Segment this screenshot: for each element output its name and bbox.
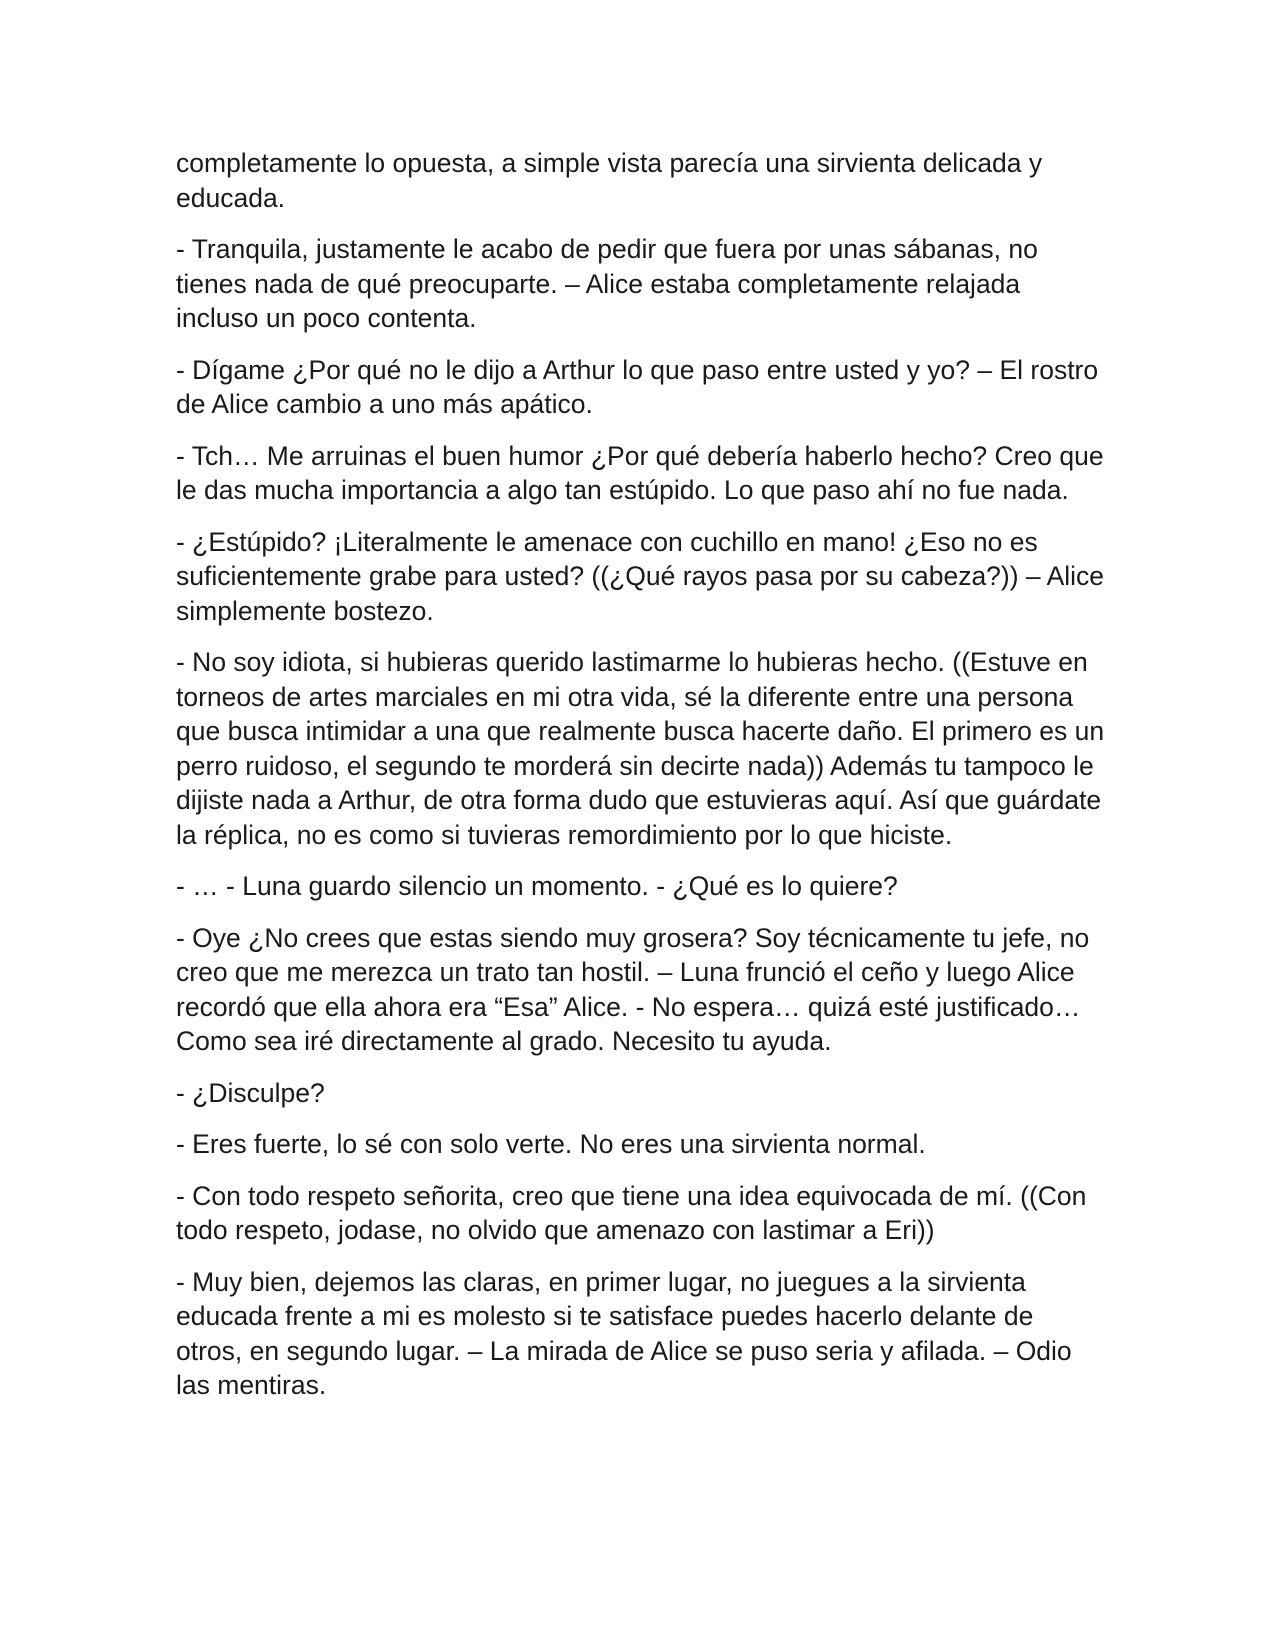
paragraph: - Tranquila, justamente le acabo de pedir que fuera por unas sábanas, no tienes nada de qué preocuparte. – Alice estaba completamente relajada incluso un poco contenta. xyxy=(176,234,1038,333)
paragraph: - ¿Disculpe? xyxy=(176,1077,325,1108)
paragraph: - … - Luna guardo silencio un momento. - ¿Qué es lo quiere? xyxy=(176,871,898,901)
paragraph: - ¿Estúpido? ¡Literalmente le amenace con cuchillo en mano! ¿Eso no es suficientemente grabe para usted? ((¿Qué rayos pasa por su cabeza?)) – Alice simplemente bostezo. xyxy=(176,526,1105,626)
document-body xyxy=(176,146,1106,1420)
paragraph: completamente lo opuesta, a simple vista parecía una sirvienta delicada y educada. xyxy=(176,148,1043,213)
paragraph: - Tch… Me arruinas el buen humor ¿Por qué debería haberlo hecho? Creo que le das mucha importancia a algo tan estúpido. Lo que paso ahí no fue nada. xyxy=(176,440,1104,505)
paragraph: - No soy idiota, si hubieras querido lastimarme lo hubieras hecho. ((Estuve en torneos de artes marciales en mi otra vida, sé la diferente entre una persona que busca intimidar a una que realmente busca hacerte daño. El primero es un perro ruidoso, el segundo te morderá sin decirte nada)) Además tu tampoco le dijiste nada a Arthur, de otra forma dudo que estuvieras aquí. Así que guárdate la réplica, no es como si tuvieras remordimiento por lo que hiciste. xyxy=(176,647,1105,850)
paragraph: - Con todo respeto señorita, creo que tiene una idea equivocada de mí. ((Con todo respeto, jodase, no olvido que amenazo con lastimar a Eri)) xyxy=(176,1180,1087,1245)
paragraph: - Oye ¿No crees que estas siendo muy grosera? Soy técnicamente tu jefe, no creo que me merezca un trato tan hostil. – Luna frunció el ceño y luego Alice recordó que ella ahora era “Esa” Alice. - No espera… quizá esté justificado… Como sea iré directamente al grado. Necesito tu ayuda. xyxy=(176,922,1090,1056)
paragraph: - Muy bien, dejemos las claras, en primer lugar, no juegues a la sirvienta educada frente a mi es molesto si te satisface puedes hacerlo delante de otros, en segundo lugar. – La mirada de Alice se puso seria y afilada. – Odio las mentiras. xyxy=(176,1266,1072,1400)
paragraph: - Eres fuerte, lo sé con solo verte. No eres una sirvienta normal. xyxy=(176,1129,926,1159)
paragraph: - Dígame ¿Por qué no le dijo a Arthur lo que paso entre usted y yo? – El rostro de Alice cambio a uno más apático. xyxy=(176,354,1099,419)
